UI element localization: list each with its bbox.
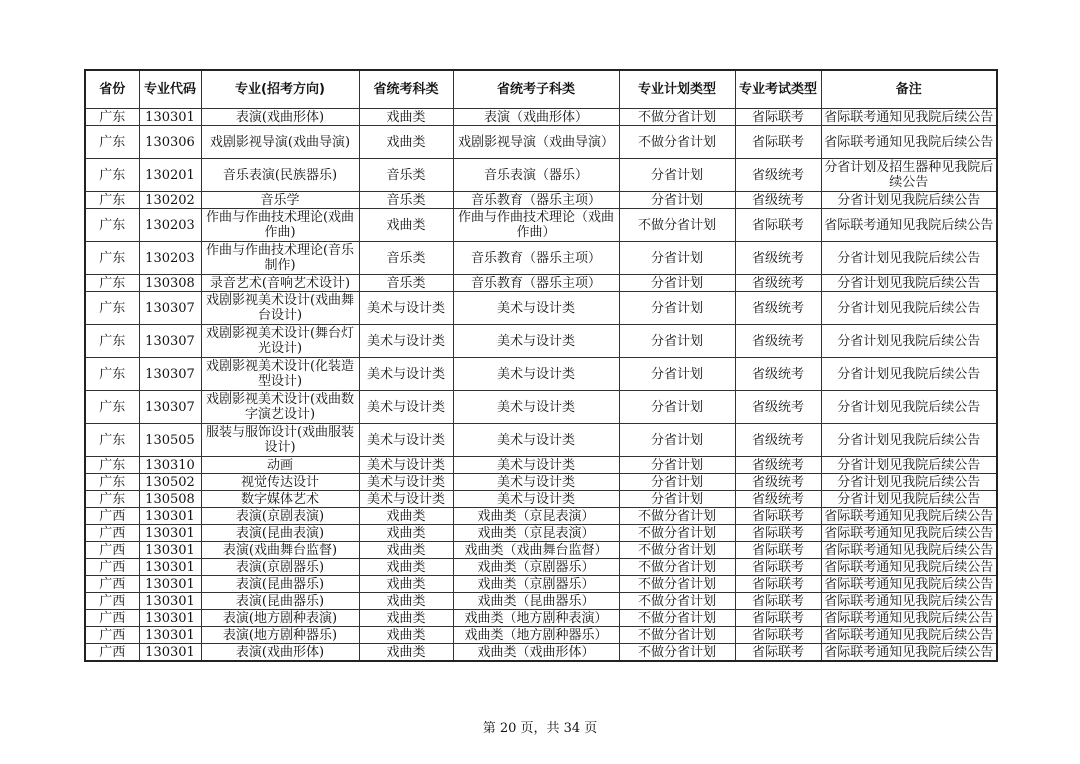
table-row bbox=[85, 508, 997, 525]
cell-major: 服装与服饰设计(戏曲服装设计) bbox=[201, 424, 359, 457]
cell-remarks: 分省计划见我院后续公告 bbox=[821, 491, 997, 508]
cell-major: 数字媒体艺术 bbox=[201, 491, 359, 508]
cell-remarks: 省际联考通知见我院后续公告 bbox=[821, 126, 997, 159]
table-row bbox=[85, 275, 997, 292]
table-row bbox=[85, 627, 997, 644]
cell-major: 表演(昆曲表演) bbox=[201, 525, 359, 542]
cell-province: 广西 bbox=[85, 559, 139, 576]
cell-remarks: 省际联考通知见我院后续公告 bbox=[821, 610, 997, 627]
cell-exam-type: 省际联考 bbox=[735, 109, 821, 126]
header-major: 专业(招考方向) bbox=[201, 70, 359, 109]
cell-major-code: 130502 bbox=[139, 474, 201, 491]
cell-exam-subcategory: 美术与设计类 bbox=[453, 474, 619, 491]
cell-exam-category: 美术与设计类 bbox=[359, 325, 453, 358]
cell-major-code: 130505 bbox=[139, 424, 201, 457]
cell-plan-type: 不做分省计划 bbox=[619, 559, 735, 576]
cell-major: 音乐表演(民族器乐) bbox=[201, 159, 359, 192]
page-number: 第 20 页，共 34 页 bbox=[482, 721, 598, 736]
cell-major: 戏剧影视美术设计(舞台灯光设计) bbox=[201, 325, 359, 358]
cell-province: 广西 bbox=[85, 576, 139, 593]
header-province: 省份 bbox=[85, 70, 139, 109]
cell-exam-category: 戏曲类 bbox=[359, 627, 453, 644]
cell-exam-category: 音乐类 bbox=[359, 242, 453, 275]
cell-major-code: 130301 bbox=[139, 576, 201, 593]
cell-plan-type: 分省计划 bbox=[619, 424, 735, 457]
cell-exam-type: 省际联考 bbox=[735, 559, 821, 576]
cell-remarks: 分省计划见我院后续公告 bbox=[821, 292, 997, 325]
table-row bbox=[85, 242, 997, 275]
cell-major: 戏剧影视导演(戏曲导演) bbox=[201, 126, 359, 159]
cell-plan-type: 分省计划 bbox=[619, 491, 735, 508]
cell-exam-category: 戏曲类 bbox=[359, 559, 453, 576]
table-row bbox=[85, 424, 997, 457]
cell-major: 表演(戏曲舞台监督) bbox=[201, 542, 359, 559]
cell-remarks: 省际联考通知见我院后续公告 bbox=[821, 644, 997, 662]
cell-major: 作曲与作曲技术理论(戏曲作曲) bbox=[201, 209, 359, 242]
cell-exam-category: 戏曲类 bbox=[359, 508, 453, 525]
cell-major-code: 130310 bbox=[139, 457, 201, 474]
cell-major: 戏剧影视美术设计(戏曲舞台设计) bbox=[201, 292, 359, 325]
cell-major-code: 130301 bbox=[139, 109, 201, 126]
table-row bbox=[85, 358, 997, 391]
table-row bbox=[85, 209, 997, 242]
cell-exam-category: 美术与设计类 bbox=[359, 424, 453, 457]
header-exam-type: 专业考试类型 bbox=[735, 70, 821, 109]
cell-exam-category: 美术与设计类 bbox=[359, 292, 453, 325]
cell-major: 表演(京剧器乐) bbox=[201, 559, 359, 576]
cell-remarks: 省际联考通知见我院后续公告 bbox=[821, 109, 997, 126]
cell-exam-subcategory: 美术与设计类 bbox=[453, 325, 619, 358]
cell-exam-type: 省级统考 bbox=[735, 275, 821, 292]
cell-exam-subcategory: 作曲与作曲技术理论（戏曲作曲） bbox=[453, 209, 619, 242]
cell-exam-category: 美术与设计类 bbox=[359, 457, 453, 474]
cell-plan-type: 不做分省计划 bbox=[619, 126, 735, 159]
cell-exam-category: 美术与设计类 bbox=[359, 474, 453, 491]
cell-exam-subcategory: 戏曲类（戏曲形体） bbox=[453, 644, 619, 662]
cell-plan-type: 不做分省计划 bbox=[619, 542, 735, 559]
cell-province: 广西 bbox=[85, 542, 139, 559]
cell-exam-category: 戏曲类 bbox=[359, 126, 453, 159]
cell-plan-type: 不做分省计划 bbox=[619, 644, 735, 662]
cell-exam-type: 省级统考 bbox=[735, 159, 821, 192]
cell-exam-subcategory: 音乐教育（器乐主项） bbox=[453, 242, 619, 275]
cell-remarks: 分省计划见我院后续公告 bbox=[821, 325, 997, 358]
cell-exam-subcategory: 音乐教育（器乐主项） bbox=[453, 275, 619, 292]
cell-plan-type: 分省计划 bbox=[619, 358, 735, 391]
cell-plan-type: 分省计划 bbox=[619, 474, 735, 491]
cell-exam-category: 戏曲类 bbox=[359, 525, 453, 542]
cell-remarks: 省际联考通知见我院后续公告 bbox=[821, 508, 997, 525]
cell-major: 表演(戏曲形体) bbox=[201, 644, 359, 662]
cell-exam-subcategory: 美术与设计类 bbox=[453, 424, 619, 457]
cell-exam-subcategory: 音乐教育（器乐主项） bbox=[453, 192, 619, 209]
cell-exam-category: 戏曲类 bbox=[359, 644, 453, 662]
cell-remarks: 分省计划见我院后续公告 bbox=[821, 358, 997, 391]
cell-major-code: 130301 bbox=[139, 610, 201, 627]
cell-remarks: 省际联考通知见我院后续公告 bbox=[821, 542, 997, 559]
cell-major: 表演(地方剧种器乐) bbox=[201, 627, 359, 644]
cell-province: 广东 bbox=[85, 358, 139, 391]
table-row bbox=[85, 644, 997, 662]
cell-exam-type: 省际联考 bbox=[735, 209, 821, 242]
cell-major: 戏剧影视美术设计(戏曲数字演艺设计) bbox=[201, 391, 359, 424]
cell-exam-type: 省际联考 bbox=[735, 525, 821, 542]
cell-province: 广东 bbox=[85, 242, 139, 275]
table-row bbox=[85, 109, 997, 126]
table-row bbox=[85, 576, 997, 593]
cell-major-code: 130307 bbox=[139, 391, 201, 424]
cell-exam-subcategory: 戏剧影视导演（戏曲导演） bbox=[453, 126, 619, 159]
cell-province: 广东 bbox=[85, 209, 139, 242]
cell-remarks: 省际联考通知见我院后续公告 bbox=[821, 627, 997, 644]
cell-exam-type: 省际联考 bbox=[735, 542, 821, 559]
cell-plan-type: 不做分省计划 bbox=[619, 576, 735, 593]
cell-exam-category: 戏曲类 bbox=[359, 576, 453, 593]
table-row bbox=[85, 610, 997, 627]
table-row bbox=[85, 542, 997, 559]
cell-plan-type: 分省计划 bbox=[619, 242, 735, 275]
cell-exam-type: 省级统考 bbox=[735, 491, 821, 508]
cell-province: 广东 bbox=[85, 159, 139, 192]
cell-plan-type: 分省计划 bbox=[619, 159, 735, 192]
cell-province: 广西 bbox=[85, 525, 139, 542]
cell-remarks: 分省计划见我院后续公告 bbox=[821, 424, 997, 457]
cell-major: 作曲与作曲技术理论(音乐制作) bbox=[201, 242, 359, 275]
cell-province: 广东 bbox=[85, 109, 139, 126]
cell-exam-category: 音乐类 bbox=[359, 275, 453, 292]
cell-remarks: 省际联考通知见我院后续公告 bbox=[821, 593, 997, 610]
cell-exam-category: 美术与设计类 bbox=[359, 491, 453, 508]
cell-plan-type: 分省计划 bbox=[619, 292, 735, 325]
cell-exam-type: 省级统考 bbox=[735, 192, 821, 209]
cell-major-code: 130203 bbox=[139, 209, 201, 242]
cell-exam-type: 省际联考 bbox=[735, 126, 821, 159]
cell-plan-type: 不做分省计划 bbox=[619, 627, 735, 644]
cell-remarks: 分省计划见我院后续公告 bbox=[821, 457, 997, 474]
cell-province: 广西 bbox=[85, 593, 139, 610]
cell-exam-category: 美术与设计类 bbox=[359, 358, 453, 391]
cell-remarks: 省际联考通知见我院后续公告 bbox=[821, 576, 997, 593]
enrollment-plan-table bbox=[84, 69, 998, 662]
cell-exam-type: 省级统考 bbox=[735, 391, 821, 424]
cell-major-code: 130203 bbox=[139, 242, 201, 275]
cell-remarks: 省际联考通知见我院后续公告 bbox=[821, 525, 997, 542]
cell-exam-subcategory: 戏曲类（京剧器乐） bbox=[453, 576, 619, 593]
cell-province: 广西 bbox=[85, 627, 139, 644]
cell-exam-subcategory: 美术与设计类 bbox=[453, 457, 619, 474]
header-exam-category: 省统考科类 bbox=[359, 70, 453, 109]
cell-major-code: 130301 bbox=[139, 542, 201, 559]
cell-province: 广西 bbox=[85, 508, 139, 525]
cell-remarks: 分省计划见我院后续公告 bbox=[821, 192, 997, 209]
header-exam-subcategory: 省统考子科类 bbox=[453, 70, 619, 109]
cell-major: 戏剧影视美术设计(化装造型设计) bbox=[201, 358, 359, 391]
cell-major-code: 130202 bbox=[139, 192, 201, 209]
header-row bbox=[85, 70, 997, 109]
cell-plan-type: 分省计划 bbox=[619, 275, 735, 292]
table-row bbox=[85, 474, 997, 491]
cell-exam-category: 戏曲类 bbox=[359, 109, 453, 126]
cell-major-code: 130301 bbox=[139, 508, 201, 525]
cell-plan-type: 分省计划 bbox=[619, 192, 735, 209]
cell-major-code: 130308 bbox=[139, 275, 201, 292]
table-row bbox=[85, 292, 997, 325]
cell-exam-category: 戏曲类 bbox=[359, 542, 453, 559]
cell-exam-type: 省际联考 bbox=[735, 508, 821, 525]
cell-exam-category: 美术与设计类 bbox=[359, 391, 453, 424]
cell-plan-type: 分省计划 bbox=[619, 457, 735, 474]
cell-province: 广东 bbox=[85, 192, 139, 209]
cell-exam-type: 省际联考 bbox=[735, 593, 821, 610]
cell-major: 表演(京剧表演) bbox=[201, 508, 359, 525]
cell-exam-category: 音乐类 bbox=[359, 192, 453, 209]
cell-province: 广东 bbox=[85, 474, 139, 491]
cell-exam-subcategory: 音乐表演（器乐） bbox=[453, 159, 619, 192]
cell-exam-type: 省级统考 bbox=[735, 292, 821, 325]
cell-exam-category: 音乐类 bbox=[359, 159, 453, 192]
cell-exam-type: 省际联考 bbox=[735, 576, 821, 593]
table-row bbox=[85, 159, 997, 192]
cell-major-code: 130307 bbox=[139, 292, 201, 325]
cell-remarks: 分省计划及招生器种见我院后续公告 bbox=[821, 159, 997, 192]
table-row bbox=[85, 325, 997, 358]
cell-major-code: 130301 bbox=[139, 627, 201, 644]
cell-province: 广东 bbox=[85, 391, 139, 424]
cell-exam-subcategory: 戏曲类（京昆表演） bbox=[453, 508, 619, 525]
cell-exam-subcategory: 戏曲类（戏曲舞台监督） bbox=[453, 542, 619, 559]
cell-major: 表演(地方剧种表演) bbox=[201, 610, 359, 627]
header-plan-type: 专业计划类型 bbox=[619, 70, 735, 109]
cell-exam-type: 省级统考 bbox=[735, 424, 821, 457]
cell-major: 动画 bbox=[201, 457, 359, 474]
cell-major-code: 130301 bbox=[139, 559, 201, 576]
table-row bbox=[85, 126, 997, 159]
cell-exam-type: 省级统考 bbox=[735, 325, 821, 358]
table-row bbox=[85, 391, 997, 424]
cell-plan-type: 不做分省计划 bbox=[619, 508, 735, 525]
cell-remarks: 分省计划见我院后续公告 bbox=[821, 275, 997, 292]
cell-exam-subcategory: 美术与设计类 bbox=[453, 358, 619, 391]
cell-major-code: 130307 bbox=[139, 358, 201, 391]
cell-exam-type: 省级统考 bbox=[735, 242, 821, 275]
table-row bbox=[85, 491, 997, 508]
cell-remarks: 分省计划见我院后续公告 bbox=[821, 242, 997, 275]
cell-major-code: 130301 bbox=[139, 644, 201, 662]
cell-exam-subcategory: 戏曲类（昆曲器乐） bbox=[453, 593, 619, 610]
cell-exam-type: 省际联考 bbox=[735, 627, 821, 644]
table-row bbox=[85, 593, 997, 610]
cell-exam-type: 省级统考 bbox=[735, 474, 821, 491]
header-major-code: 专业代码 bbox=[139, 70, 201, 109]
cell-province: 广东 bbox=[85, 126, 139, 159]
cell-major-code: 130307 bbox=[139, 325, 201, 358]
cell-exam-type: 省级统考 bbox=[735, 457, 821, 474]
cell-major: 视觉传达设计 bbox=[201, 474, 359, 491]
cell-remarks: 省际联考通知见我院后续公告 bbox=[821, 559, 997, 576]
cell-major-code: 130301 bbox=[139, 593, 201, 610]
table-row bbox=[85, 192, 997, 209]
cell-plan-type: 不做分省计划 bbox=[619, 610, 735, 627]
cell-exam-subcategory: 戏曲类（京剧器乐） bbox=[453, 559, 619, 576]
table-row bbox=[85, 457, 997, 474]
cell-exam-category: 戏曲类 bbox=[359, 610, 453, 627]
cell-remarks: 省际联考通知见我院后续公告 bbox=[821, 209, 997, 242]
cell-province: 广东 bbox=[85, 275, 139, 292]
cell-major-code: 130306 bbox=[139, 126, 201, 159]
cell-province: 广东 bbox=[85, 325, 139, 358]
cell-province: 广东 bbox=[85, 457, 139, 474]
cell-province: 广东 bbox=[85, 292, 139, 325]
cell-exam-subcategory: 戏曲类（京昆表演） bbox=[453, 525, 619, 542]
cell-province: 广西 bbox=[85, 610, 139, 627]
table-row bbox=[85, 525, 997, 542]
cell-major: 表演(戏曲形体) bbox=[201, 109, 359, 126]
cell-remarks: 分省计划见我院后续公告 bbox=[821, 474, 997, 491]
cell-major-code: 130508 bbox=[139, 491, 201, 508]
table-row bbox=[85, 559, 997, 576]
cell-province: 广西 bbox=[85, 644, 139, 662]
cell-exam-type: 省级统考 bbox=[735, 358, 821, 391]
cell-major: 表演(昆曲器乐) bbox=[201, 576, 359, 593]
cell-plan-type: 分省计划 bbox=[619, 325, 735, 358]
cell-remarks: 分省计划见我院后续公告 bbox=[821, 391, 997, 424]
cell-plan-type: 不做分省计划 bbox=[619, 209, 735, 242]
cell-plan-type: 不做分省计划 bbox=[619, 593, 735, 610]
cell-major-code: 130201 bbox=[139, 159, 201, 192]
cell-exam-subcategory: 戏曲类（地方剧种表演） bbox=[453, 610, 619, 627]
cell-major: 录音艺术(音响艺术设计) bbox=[201, 275, 359, 292]
cell-major: 表演(昆曲器乐) bbox=[201, 593, 359, 610]
cell-exam-subcategory: 美术与设计类 bbox=[453, 391, 619, 424]
cell-exam-subcategory: 美术与设计类 bbox=[453, 292, 619, 325]
cell-exam-subcategory: 戏曲类（地方剧种器乐） bbox=[453, 627, 619, 644]
cell-major-code: 130301 bbox=[139, 525, 201, 542]
cell-exam-subcategory: 美术与设计类 bbox=[453, 491, 619, 508]
cell-exam-type: 省际联考 bbox=[735, 644, 821, 662]
cell-exam-category: 戏曲类 bbox=[359, 209, 453, 242]
cell-plan-type: 分省计划 bbox=[619, 391, 735, 424]
cell-exam-category: 戏曲类 bbox=[359, 593, 453, 610]
cell-major: 音乐学 bbox=[201, 192, 359, 209]
cell-plan-type: 不做分省计划 bbox=[619, 525, 735, 542]
cell-exam-subcategory: 表演（戏曲形体） bbox=[453, 109, 619, 126]
cell-exam-type: 省际联考 bbox=[735, 610, 821, 627]
cell-province: 广东 bbox=[85, 491, 139, 508]
header-remarks: 备注 bbox=[821, 70, 997, 109]
cell-plan-type: 不做分省计划 bbox=[619, 109, 735, 126]
cell-province: 广东 bbox=[85, 424, 139, 457]
